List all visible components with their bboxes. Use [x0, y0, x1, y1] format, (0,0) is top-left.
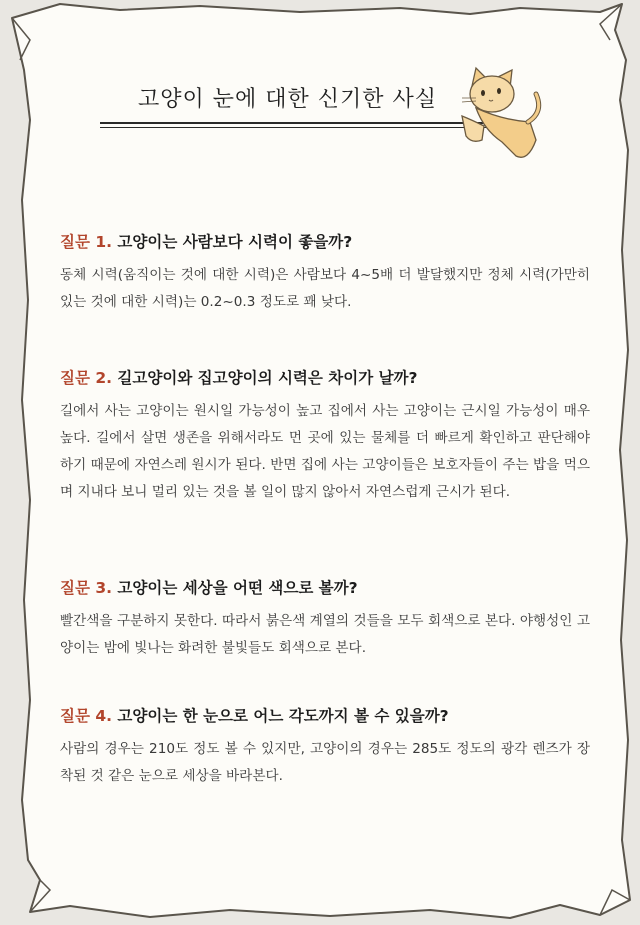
question-number: 질문 1.: [60, 233, 113, 251]
question-number: 질문 2.: [60, 369, 113, 387]
question-text: 고양이는 사람보다 시력이 좋을까?: [117, 233, 353, 251]
section-1: [60, 230, 590, 316]
answer-text: 빨간색을 구분하지 못한다. 따라서 붉은색 계열의 것들을 모두 회색으로 본다. 야행성인 고양이는 밤에 빛나는 화려한 불빛들도 회색으로 본다.: [60, 613, 590, 656]
question-text: 고양이는 세상을 어떤 색으로 볼까?: [117, 579, 358, 597]
section-2: [60, 366, 590, 506]
section-4: [60, 704, 590, 790]
answer-text: 길에서 사는 고양이는 원시일 가능성이 높고 집에서 사는 고양이는 근시일 가능성이 매우 높다. 길에서 살면 생존을 위해서라도 먼 곳에 있는 물체를 더 빠르게 확인하고 판단해야 하기 때문에 자연스레 원시가 된다. 반면 집에 사는 고양이들은 보호자들이 주는 밥을 먹으며 지내다 보니 멀리 있는 것을 볼 일이 많지 않아서 자연스럽게 근시가 된다.: [60, 403, 590, 500]
question-number: 질문 3.: [60, 579, 113, 597]
page-title: 고양이 눈에 대한 신기한 사실: [138, 87, 437, 112]
question-heading: [60, 366, 590, 388]
section-3: [60, 576, 590, 662]
question-text: 길고양이와 집고양이의 시력은 차이가 날까?: [117, 369, 418, 387]
answer-text: 동체 시력(움직이는 것에 대한 시력)은 사람보다 4~5배 더 발달했지만 정체 시력(가만히 있는 것에 대한 시력)는 0.2~0.3 정도로 꽤 낮다.: [60, 267, 590, 310]
answer-text: 사람의 경우는 210도 정도 볼 수 있지만, 고양이의 경우는 285도 정도의 광각 렌즈가 장착된 것 같은 눈으로 세상을 바라본다.: [60, 741, 590, 784]
cat-illustration-icon: [432, 64, 542, 164]
question-heading: [60, 230, 590, 252]
question-heading: [60, 704, 590, 726]
question-number: 질문 4.: [60, 707, 113, 725]
question-text: 고양이는 한 눈으로 어느 각도까지 볼 수 있을까?: [117, 707, 449, 725]
question-heading: [60, 576, 590, 598]
